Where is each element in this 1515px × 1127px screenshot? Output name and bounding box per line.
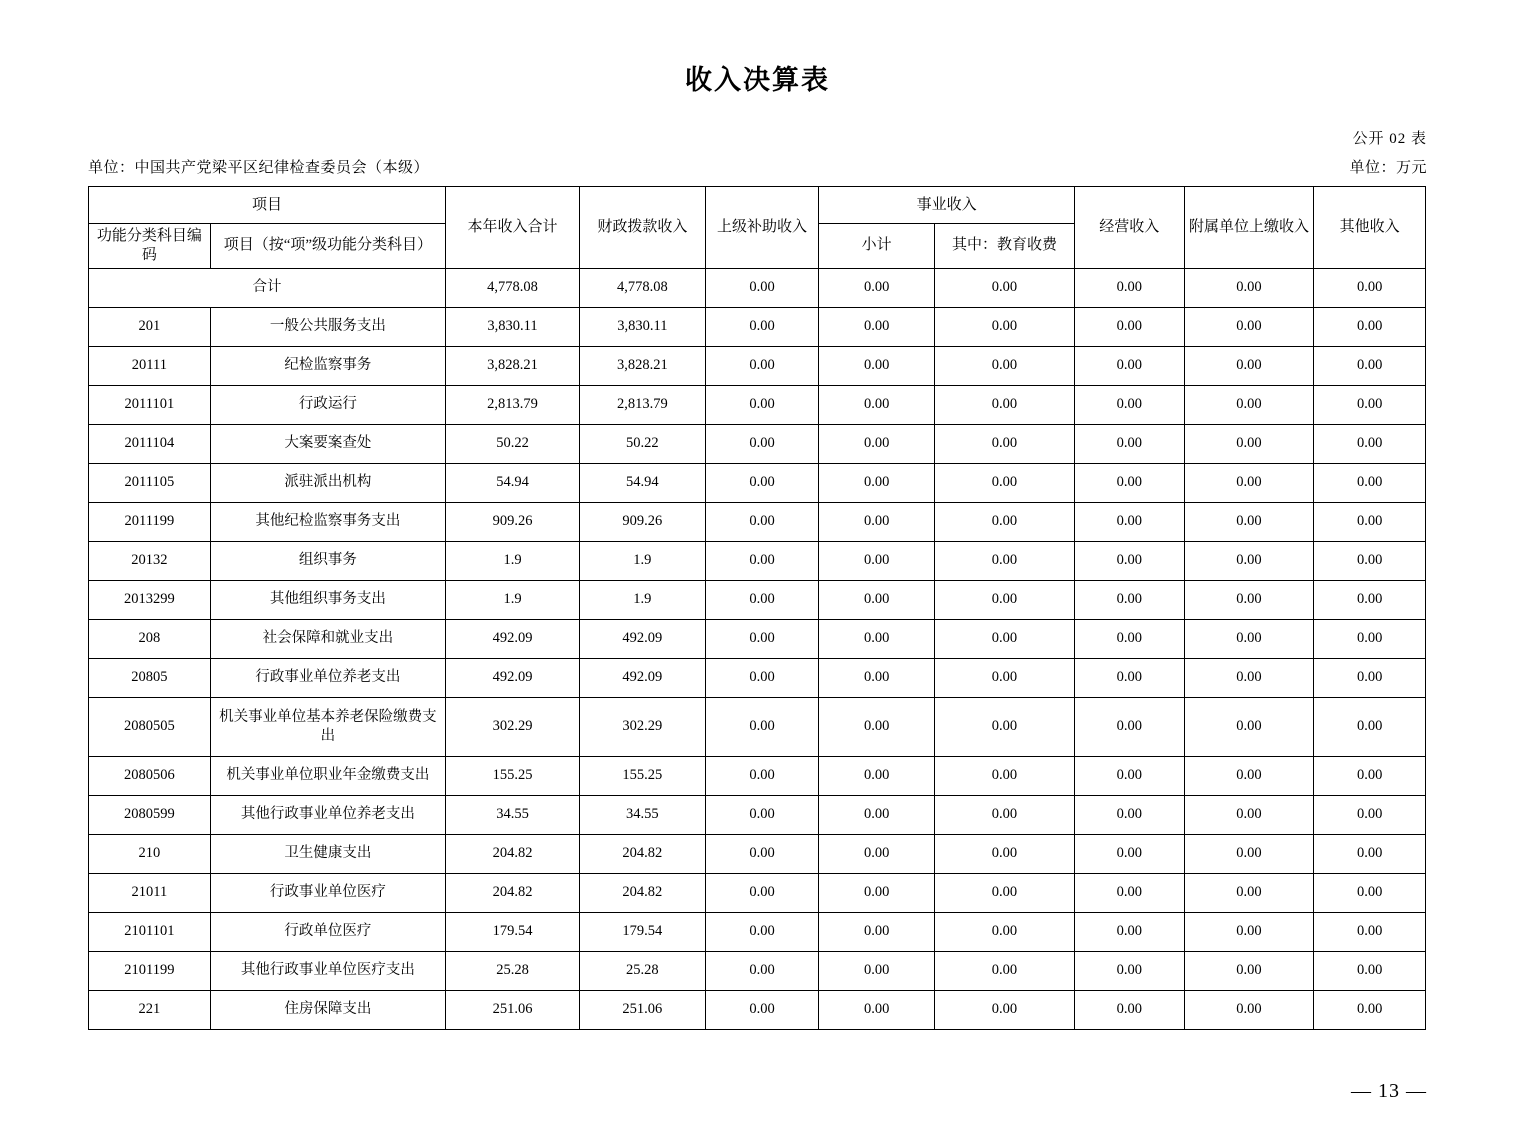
row-value: 492.09 (446, 658, 580, 697)
row-value: 0.00 (1184, 697, 1314, 756)
form-code-label: 公开 02 表 (1352, 131, 1427, 147)
row-value: 302.29 (579, 697, 705, 756)
row-value: 0.00 (705, 424, 819, 463)
row-value: 204.82 (446, 873, 580, 912)
row-value: 2,813.79 (446, 385, 580, 424)
row-value: 0.00 (1184, 619, 1314, 658)
row-value: 0.00 (819, 658, 935, 697)
row-value: 0.00 (1074, 873, 1184, 912)
header-project-name: 项目（按“项”级功能分类科目） (210, 224, 445, 269)
header-shiye-education-fee: 其中：教育收费 (934, 224, 1074, 269)
row-value: 204.82 (446, 834, 580, 873)
row-value: 251.06 (446, 990, 580, 1029)
row-value: 0.00 (705, 912, 819, 951)
table-row (89, 834, 1426, 873)
row-value: 155.25 (446, 756, 580, 795)
row-value: 0.00 (705, 697, 819, 756)
row-function-code: 20111 (89, 346, 211, 385)
row-value: 0.00 (1184, 658, 1314, 697)
page-number: — 13 — (1351, 1080, 1427, 1102)
row-value: 0.00 (1184, 951, 1314, 990)
row-value: 0.00 (934, 756, 1074, 795)
row-value: 0.00 (1314, 834, 1426, 873)
row-value: 0.00 (934, 990, 1074, 1029)
row-value: 0.00 (1074, 268, 1184, 307)
table-row (89, 502, 1426, 541)
row-value: 251.06 (579, 990, 705, 1029)
header-superior-subsidy: 上级补助收入 (705, 187, 819, 269)
row-value: 492.09 (579, 619, 705, 658)
row-value: 0.00 (1184, 424, 1314, 463)
row-value: 0.00 (819, 795, 935, 834)
row-project-name: 纪检监察事务 (210, 346, 445, 385)
row-value: 0.00 (1314, 756, 1426, 795)
row-function-code: 20132 (89, 541, 211, 580)
row-value: 0.00 (819, 990, 935, 1029)
row-value: 0.00 (1314, 307, 1426, 346)
row-value: 0.00 (1314, 658, 1426, 697)
table-row (89, 580, 1426, 619)
row-value: 54.94 (446, 463, 580, 502)
row-value: 0.00 (934, 795, 1074, 834)
row-value: 0.00 (934, 912, 1074, 951)
row-value: 0.00 (819, 619, 935, 658)
row-total-label: 合计 (89, 268, 446, 307)
table-row (89, 541, 1426, 580)
row-value: 0.00 (705, 580, 819, 619)
row-value: 0.00 (1314, 463, 1426, 502)
row-function-code: 2011101 (89, 385, 211, 424)
row-value: 0.00 (1314, 502, 1426, 541)
row-value: 0.00 (1074, 580, 1184, 619)
row-function-code: 2080506 (89, 756, 211, 795)
row-value: 0.00 (705, 951, 819, 990)
row-value: 3,828.21 (446, 346, 580, 385)
row-value: 0.00 (819, 463, 935, 502)
row-value: 0.00 (1074, 990, 1184, 1029)
row-project-name: 行政事业单位医疗 (210, 873, 445, 912)
row-function-code: 208 (89, 619, 211, 658)
row-value: 0.00 (1184, 580, 1314, 619)
header-shiye-subtotal: 小计 (819, 224, 935, 269)
table-row (89, 424, 1426, 463)
row-value: 0.00 (934, 951, 1074, 990)
row-value: 909.26 (579, 502, 705, 541)
row-value: 0.00 (934, 307, 1074, 346)
table-row (89, 385, 1426, 424)
row-function-code: 2011105 (89, 463, 211, 502)
row-value: 0.00 (1314, 697, 1426, 756)
table-row (89, 697, 1426, 756)
table-row (89, 756, 1426, 795)
row-value: 4,778.08 (579, 268, 705, 307)
row-value: 0.00 (819, 424, 935, 463)
row-function-code: 2011104 (89, 424, 211, 463)
row-project-name: 组织事务 (210, 541, 445, 580)
row-value: 0.00 (705, 502, 819, 541)
row-value: 0.00 (1184, 307, 1314, 346)
row-value: 0.00 (1314, 873, 1426, 912)
row-project-name: 其他行政事业单位养老支出 (210, 795, 445, 834)
table-row (89, 658, 1426, 697)
row-value: 0.00 (934, 697, 1074, 756)
row-value: 0.00 (1074, 619, 1184, 658)
row-function-code: 21011 (89, 873, 211, 912)
row-value: 0.00 (819, 756, 935, 795)
row-value: 0.00 (934, 268, 1074, 307)
row-value: 0.00 (934, 346, 1074, 385)
row-project-name: 其他纪检监察事务支出 (210, 502, 445, 541)
table-row (89, 463, 1426, 502)
row-value: 155.25 (579, 756, 705, 795)
page-title: 收入决算表 (685, 65, 830, 95)
table-row (89, 795, 1426, 834)
row-value: 0.00 (934, 580, 1074, 619)
row-value: 54.94 (579, 463, 705, 502)
row-value: 0.00 (1184, 463, 1314, 502)
meta-row (88, 156, 1427, 177)
row-value: 0.00 (1314, 385, 1426, 424)
row-value: 0.00 (1074, 424, 1184, 463)
row-value: 50.22 (579, 424, 705, 463)
row-value: 0.00 (819, 697, 935, 756)
row-value: 204.82 (579, 873, 705, 912)
row-project-name: 其他行政事业单位医疗支出 (210, 951, 445, 990)
row-value: 0.00 (1314, 990, 1426, 1029)
table-row (89, 307, 1426, 346)
row-value: 0.00 (1184, 268, 1314, 307)
row-value: 0.00 (705, 619, 819, 658)
row-value: 0.00 (934, 873, 1074, 912)
row-value: 0.00 (934, 385, 1074, 424)
row-value: 0.00 (1074, 541, 1184, 580)
row-value: 0.00 (705, 834, 819, 873)
row-value: 1.9 (579, 580, 705, 619)
row-project-name: 卫生健康支出 (210, 834, 445, 873)
row-value: 0.00 (819, 268, 935, 307)
row-value: 0.00 (934, 463, 1074, 502)
row-value: 0.00 (819, 385, 935, 424)
row-value: 0.00 (819, 873, 935, 912)
row-value: 2,813.79 (579, 385, 705, 424)
row-project-name: 大案要案查处 (210, 424, 445, 463)
row-value: 0.00 (819, 307, 935, 346)
row-value: 1.9 (579, 541, 705, 580)
row-value: 50.22 (446, 424, 580, 463)
row-value: 0.00 (705, 990, 819, 1029)
row-value: 0.00 (819, 502, 935, 541)
row-value: 0.00 (819, 912, 935, 951)
header-other-income: 其他收入 (1314, 187, 1426, 269)
row-project-name: 行政运行 (210, 385, 445, 424)
row-value: 0.00 (705, 658, 819, 697)
row-value: 0.00 (1184, 834, 1314, 873)
row-value: 0.00 (1074, 834, 1184, 873)
table-row (89, 346, 1426, 385)
row-value: 204.82 (579, 834, 705, 873)
header-function-code: 功能分类科目编码 (89, 224, 211, 269)
row-function-code: 2101199 (89, 951, 211, 990)
row-value: 0.00 (934, 541, 1074, 580)
row-value: 0.00 (1184, 346, 1314, 385)
row-value: 302.29 (446, 697, 580, 756)
row-function-code: 2080505 (89, 697, 211, 756)
row-value: 0.00 (705, 385, 819, 424)
row-value: 0.00 (705, 756, 819, 795)
row-value: 0.00 (1074, 385, 1184, 424)
row-value: 0.00 (705, 795, 819, 834)
header-affiliate-income: 附属单位上缴收入 (1184, 187, 1314, 269)
row-value: 0.00 (934, 424, 1074, 463)
row-value: 0.00 (1074, 697, 1184, 756)
row-value: 0.00 (1314, 951, 1426, 990)
table-row (89, 951, 1426, 990)
row-project-name: 住房保障支出 (210, 990, 445, 1029)
row-function-code: 2101101 (89, 912, 211, 951)
row-value: 0.00 (1074, 307, 1184, 346)
row-value: 0.00 (705, 873, 819, 912)
row-value: 0.00 (705, 463, 819, 502)
row-value: 1.9 (446, 580, 580, 619)
row-value: 0.00 (1074, 658, 1184, 697)
row-project-name: 其他组织事务支出 (210, 580, 445, 619)
row-value: 0.00 (1074, 463, 1184, 502)
table-row (89, 912, 1426, 951)
table-row (89, 619, 1426, 658)
row-project-name: 机关事业单位职业年金缴费支出 (210, 756, 445, 795)
row-value: 0.00 (1074, 795, 1184, 834)
table-row (89, 990, 1426, 1029)
row-value: 0.00 (934, 834, 1074, 873)
row-value: 0.00 (1314, 619, 1426, 658)
row-value: 3,828.21 (579, 346, 705, 385)
row-value: 0.00 (1314, 580, 1426, 619)
table-body (89, 268, 1426, 1029)
row-value: 4,778.08 (446, 268, 580, 307)
row-function-code: 221 (89, 990, 211, 1029)
row-value: 0.00 (1184, 873, 1314, 912)
row-value: 0.00 (1314, 268, 1426, 307)
row-function-code: 201 (89, 307, 211, 346)
header-business-income: 经营收入 (1074, 187, 1184, 269)
row-value: 0.00 (1314, 346, 1426, 385)
amount-unit-label: 单位：万元 (1349, 160, 1427, 176)
unit-label: 单位：中国共产党梁平区纪律检查委员会（本级） (88, 160, 430, 176)
row-value: 0.00 (819, 834, 935, 873)
row-project-name: 机关事业单位基本养老保险缴费支出 (210, 697, 445, 756)
row-value: 0.00 (1074, 912, 1184, 951)
header-group-project: 项目 (89, 187, 446, 224)
row-function-code: 2013299 (89, 580, 211, 619)
row-value: 0.00 (1184, 795, 1314, 834)
row-project-name: 派驻派出机构 (210, 463, 445, 502)
row-function-code: 2080599 (89, 795, 211, 834)
row-value: 0.00 (934, 619, 1074, 658)
row-value: 0.00 (819, 541, 935, 580)
row-project-name: 行政单位医疗 (210, 912, 445, 951)
row-value: 25.28 (579, 951, 705, 990)
row-value: 0.00 (1074, 951, 1184, 990)
row-value: 492.09 (579, 658, 705, 697)
row-value: 0.00 (1314, 795, 1426, 834)
row-value: 0.00 (1074, 346, 1184, 385)
row-function-code: 210 (89, 834, 211, 873)
row-value: 0.00 (1314, 424, 1426, 463)
row-value: 0.00 (1184, 756, 1314, 795)
row-value: 34.55 (579, 795, 705, 834)
income-final-accounts-table (88, 186, 1426, 1030)
row-project-name: 行政事业单位养老支出 (210, 658, 445, 697)
row-value: 492.09 (446, 619, 580, 658)
row-value: 3,830.11 (579, 307, 705, 346)
header-group-shiye-income: 事业收入 (819, 187, 1075, 224)
row-value: 0.00 (934, 502, 1074, 541)
row-value: 0.00 (705, 268, 819, 307)
row-value: 3,830.11 (446, 307, 580, 346)
row-value: 0.00 (705, 541, 819, 580)
row-value: 0.00 (705, 307, 819, 346)
row-value: 0.00 (1314, 541, 1426, 580)
table-row (89, 268, 1426, 307)
row-value: 909.26 (446, 502, 580, 541)
row-value: 0.00 (819, 346, 935, 385)
row-value: 0.00 (1184, 541, 1314, 580)
document-page (0, 58, 1515, 1127)
row-value: 0.00 (1074, 756, 1184, 795)
row-value: 0.00 (1314, 912, 1426, 951)
table-row (89, 873, 1426, 912)
row-project-name: 一般公共服务支出 (210, 307, 445, 346)
row-value: 25.28 (446, 951, 580, 990)
header-total-income: 本年收入合计 (446, 187, 580, 269)
row-value: 0.00 (1184, 912, 1314, 951)
row-value: 179.54 (446, 912, 580, 951)
row-value: 1.9 (446, 541, 580, 580)
row-value: 0.00 (819, 951, 935, 990)
row-value: 0.00 (1074, 502, 1184, 541)
row-value: 179.54 (579, 912, 705, 951)
row-value: 34.55 (446, 795, 580, 834)
row-function-code: 2011199 (89, 502, 211, 541)
row-value: 0.00 (934, 658, 1074, 697)
row-function-code: 20805 (89, 658, 211, 697)
row-value: 0.00 (1184, 385, 1314, 424)
row-value: 0.00 (1184, 502, 1314, 541)
row-value: 0.00 (1184, 990, 1314, 1029)
header-fiscal-appropriation: 财政拨款收入 (579, 187, 705, 269)
row-project-name: 社会保障和就业支出 (210, 619, 445, 658)
row-value: 0.00 (819, 580, 935, 619)
row-value: 0.00 (705, 346, 819, 385)
